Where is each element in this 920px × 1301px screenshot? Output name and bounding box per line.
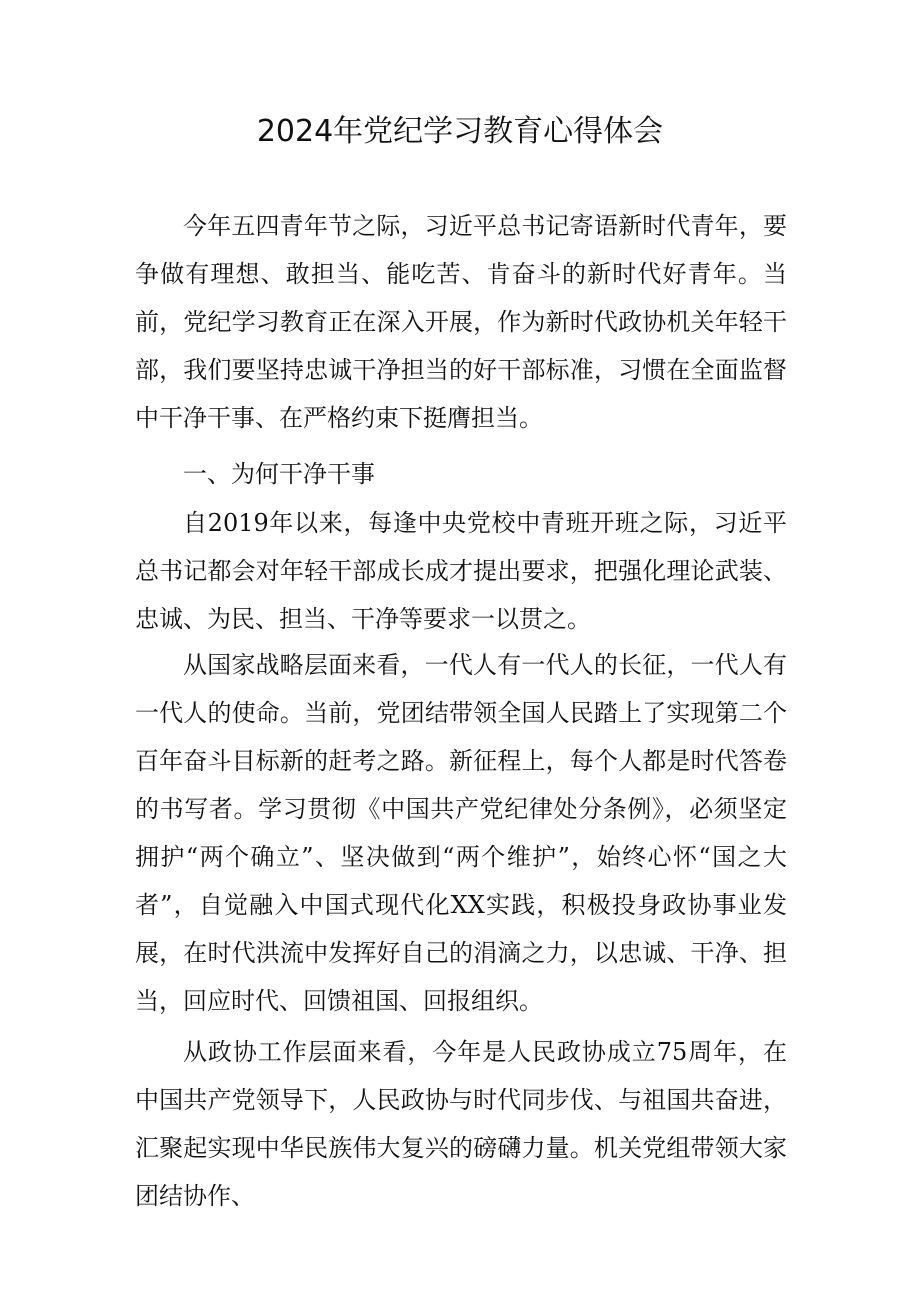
- section-heading-1: 一、为何干净干事: [183, 460, 375, 488]
- paragraph-intro: 今年五四青年节之际，习近平总书记寄语新时代青年，要争做有理想、敢担当、能吃苦、肯奋斗的新时代好青年。当前，党纪学习教育正在深入开展，作为新时代政协机关年轻干部，我们要坚持忠诚干净担当的好干部标准，习惯在全面监督中干净干事、在严格约束下挺膺担当。: [135, 212, 787, 432]
- document-title: 2024年党纪学习教育心得体会: [256, 114, 664, 149]
- paragraph-since-2019: 自2019年以来，每逢中央党校中青班开班之际，习近平总书记都会对年轻干部成长成才提出要求，把强化理论武装、忠诚、为民、担当、干净等要求一以贯之。: [135, 509, 787, 633]
- paragraph-cppcc-work: 从政协工作层面来看，今年是人民政协成立75周年，在中国共产党领导下，人民政协与时代同步伐、与祖国共奋进，汇聚起实现中华民族伟大复兴的磅礴力量。机关党组带领大家团结协作、: [135, 1038, 787, 1210]
- paragraph-national-strategy: 从国家战略层面来看，一代人有一代人的长征，一代人有一代人的使命。当前，党团结带领全国人民踏上了实现第二个百年奋斗目标新的赶考之路。新征程上，每个人都是时代答卷的书写者。学习贯彻《中国共产党纪律处分条例》，必须坚定拥护“两个确立”、坚决做到“两个维护”，始终心怀“国之大者”，自觉融入中国式现代化XX实践，积极投身政协事业发展，在时代洪流中发挥好自己的涓滴之力，以忠诚、干净、担当，回应时代、回馈祖国、回报组织。: [135, 651, 787, 1015]
